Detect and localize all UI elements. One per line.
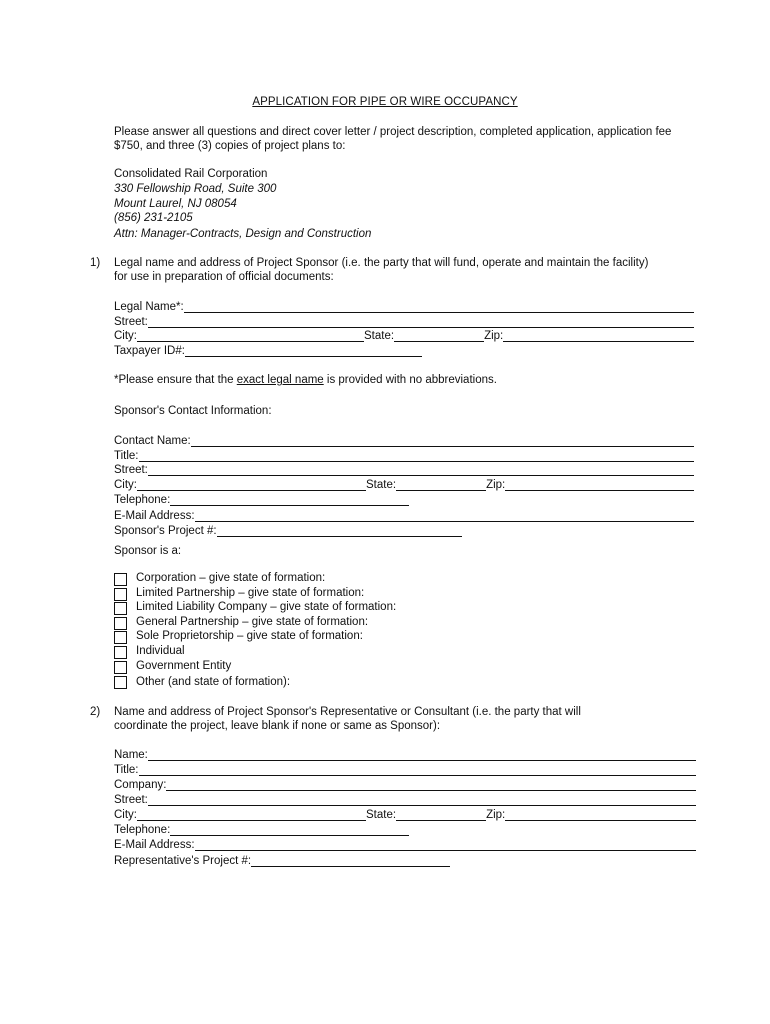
rep-company-line[interactable] bbox=[166, 779, 696, 791]
limited-partnership-label: Limited Partnership – give state of formation: bbox=[136, 587, 365, 599]
address-attn: Attn: Manager-Contracts, Design and Construction bbox=[114, 228, 372, 240]
government-entity-option[interactable] bbox=[136, 659, 231, 673]
legal-name-note bbox=[114, 373, 674, 387]
other-checkbox[interactable] bbox=[114, 676, 127, 689]
sponsor-project-label: Sponsor's Project #: bbox=[114, 525, 217, 537]
corporation-label: Corporation – give state of formation: bbox=[136, 572, 326, 584]
state-label: State: bbox=[364, 330, 395, 342]
note-underlined: exact legal name bbox=[236, 374, 324, 386]
limited-partnership-checkbox[interactable] bbox=[114, 588, 127, 601]
form-title: APPLICATION FOR PIPE OR WIRE OCCUPANCY bbox=[252, 96, 518, 108]
address-street: 330 Fellowship Road, Suite 300 bbox=[114, 183, 277, 195]
zip-label: Zip: bbox=[484, 330, 504, 342]
contact-telephone-label: Telephone: bbox=[114, 494, 171, 506]
rep-zip-label: Zip: bbox=[486, 809, 506, 821]
rep-name-field[interactable] bbox=[114, 748, 696, 762]
rep-street-field[interactable] bbox=[114, 793, 696, 807]
rep-title-line[interactable] bbox=[139, 764, 697, 776]
rep-telephone-field[interactable] bbox=[114, 823, 409, 837]
rep-street-line[interactable] bbox=[148, 794, 696, 806]
note-suffix: is provided with no abbreviations. bbox=[323, 374, 497, 386]
address-city: Mount Laurel, NJ 08054 bbox=[114, 198, 237, 210]
taxpayer-line[interactable] bbox=[185, 345, 422, 357]
corporation-option[interactable] bbox=[136, 571, 692, 585]
street-label: Street: bbox=[114, 316, 148, 328]
sole-proprietorship-option[interactable] bbox=[136, 629, 692, 643]
intro-paragraph: Please answer all questions and direct cover letter / project description, completed application, application fee $750, and three (3) copies of project plans to: bbox=[114, 126, 672, 152]
contact-name-line[interactable] bbox=[191, 435, 694, 447]
rep-company-field[interactable] bbox=[114, 778, 696, 792]
rep-project-line[interactable] bbox=[251, 855, 450, 867]
contact-city-state-zip-field[interactable] bbox=[114, 478, 694, 492]
contact-state-label: State: bbox=[366, 479, 397, 491]
contact-city-label: City: bbox=[114, 479, 137, 491]
street-line[interactable] bbox=[148, 316, 694, 328]
contact-title-line[interactable] bbox=[139, 450, 695, 462]
contact-email-field[interactable] bbox=[114, 509, 694, 523]
rep-city-state-zip-field[interactable] bbox=[114, 808, 696, 822]
section-2-number: 2) bbox=[90, 706, 101, 718]
llc-checkbox[interactable] bbox=[114, 602, 127, 615]
rep-zip-line[interactable] bbox=[505, 809, 696, 821]
rep-name-line[interactable] bbox=[148, 749, 696, 761]
other-label: Other (and state of formation): bbox=[136, 676, 291, 688]
contact-heading: Sponsor's Contact Information: bbox=[114, 405, 272, 417]
individual-label: Individual bbox=[136, 645, 185, 657]
rep-telephone-line[interactable] bbox=[170, 824, 409, 836]
rep-state-line[interactable] bbox=[396, 809, 486, 821]
sponsor-project-field[interactable] bbox=[114, 524, 462, 538]
individual-option[interactable] bbox=[136, 644, 185, 658]
contact-name-label: Contact Name: bbox=[114, 435, 191, 447]
sponsor-project-line[interactable] bbox=[217, 525, 462, 537]
note-prefix: *Please ensure that the bbox=[114, 374, 237, 386]
contact-street-label: Street: bbox=[114, 464, 148, 476]
other-option[interactable] bbox=[136, 675, 692, 689]
government-entity-checkbox[interactable] bbox=[114, 661, 127, 674]
contact-email-label: E-Mail Address: bbox=[114, 510, 195, 522]
rep-city-label: City: bbox=[114, 809, 137, 821]
rep-email-field[interactable] bbox=[114, 838, 696, 852]
rep-project-label: Representative's Project #: bbox=[114, 855, 252, 867]
rep-city-line[interactable] bbox=[137, 809, 366, 821]
limited-partnership-option[interactable] bbox=[136, 586, 692, 600]
city-line[interactable] bbox=[137, 330, 364, 342]
section-1-number: 1) bbox=[90, 257, 101, 269]
taxpayer-field[interactable] bbox=[114, 344, 422, 358]
contact-city-line[interactable] bbox=[137, 479, 366, 491]
sole-proprietorship-checkbox[interactable] bbox=[114, 631, 127, 644]
contact-name-field[interactable] bbox=[114, 434, 694, 448]
state-line[interactable] bbox=[394, 330, 484, 342]
contact-telephone-field[interactable] bbox=[114, 493, 409, 507]
address-company: Consolidated Rail Corporation bbox=[114, 168, 268, 180]
sole-proprietorship-label: Sole Proprietorship – give state of formation: bbox=[136, 630, 363, 642]
contact-telephone-line[interactable] bbox=[170, 494, 409, 506]
rep-title-label: Title: bbox=[114, 764, 139, 776]
rep-company-label: Company: bbox=[114, 779, 167, 791]
address-phone: (856) 231-2105 bbox=[114, 212, 193, 224]
legal-name-field[interactable] bbox=[114, 300, 694, 314]
legal-name-line[interactable] bbox=[184, 301, 694, 313]
general-partnership-checkbox[interactable] bbox=[114, 617, 127, 630]
rep-state-label: State: bbox=[366, 809, 397, 821]
city-state-zip-field[interactable] bbox=[114, 329, 694, 343]
section-2-text: Name and address of Project Sponsor's Representative or Consultant (i.e. the party that will coordinate the project, leave blank if none or same as Sponsor): bbox=[114, 706, 581, 732]
legal-name-label: Legal Name*: bbox=[114, 301, 184, 313]
rep-name-label: Name: bbox=[114, 749, 148, 761]
rep-email-line[interactable] bbox=[195, 839, 696, 851]
llc-label: Limited Liability Company – give state of formation: bbox=[136, 601, 397, 613]
rep-project-field[interactable] bbox=[114, 854, 450, 868]
llc-option[interactable] bbox=[136, 600, 692, 614]
contact-title-label: Title: bbox=[114, 450, 139, 462]
section-1-text: Legal name and address of Project Sponsor (i.e. the party that will fund, operate and maintain the facility) for use in preparation of official documents: bbox=[114, 257, 649, 283]
contact-state-line[interactable] bbox=[396, 479, 486, 491]
contact-zip-line[interactable] bbox=[505, 479, 694, 491]
contact-street-field[interactable] bbox=[114, 463, 694, 477]
sponsor-is-label: Sponsor is a: bbox=[114, 545, 182, 557]
rep-telephone-label: Telephone: bbox=[114, 824, 171, 836]
general-partnership-label: General Partnership – give state of formation: bbox=[136, 616, 369, 628]
contact-title-field[interactable] bbox=[114, 449, 694, 463]
zip-line[interactable] bbox=[503, 330, 694, 342]
individual-checkbox[interactable] bbox=[114, 646, 127, 659]
street-field[interactable] bbox=[114, 315, 694, 329]
city-label: City: bbox=[114, 330, 137, 342]
government-entity-label: Government Entity bbox=[136, 660, 232, 672]
contact-email-line[interactable] bbox=[195, 510, 694, 522]
taxpayer-label: Taxpayer ID#: bbox=[114, 345, 185, 357]
rep-title-field[interactable] bbox=[114, 763, 696, 777]
corporation-checkbox[interactable] bbox=[114, 573, 127, 586]
rep-email-label: E-Mail Address: bbox=[114, 839, 195, 851]
rep-street-label: Street: bbox=[114, 794, 148, 806]
general-partnership-option[interactable] bbox=[136, 615, 692, 629]
contact-zip-label: Zip: bbox=[486, 479, 506, 491]
contact-street-line[interactable] bbox=[148, 464, 694, 476]
